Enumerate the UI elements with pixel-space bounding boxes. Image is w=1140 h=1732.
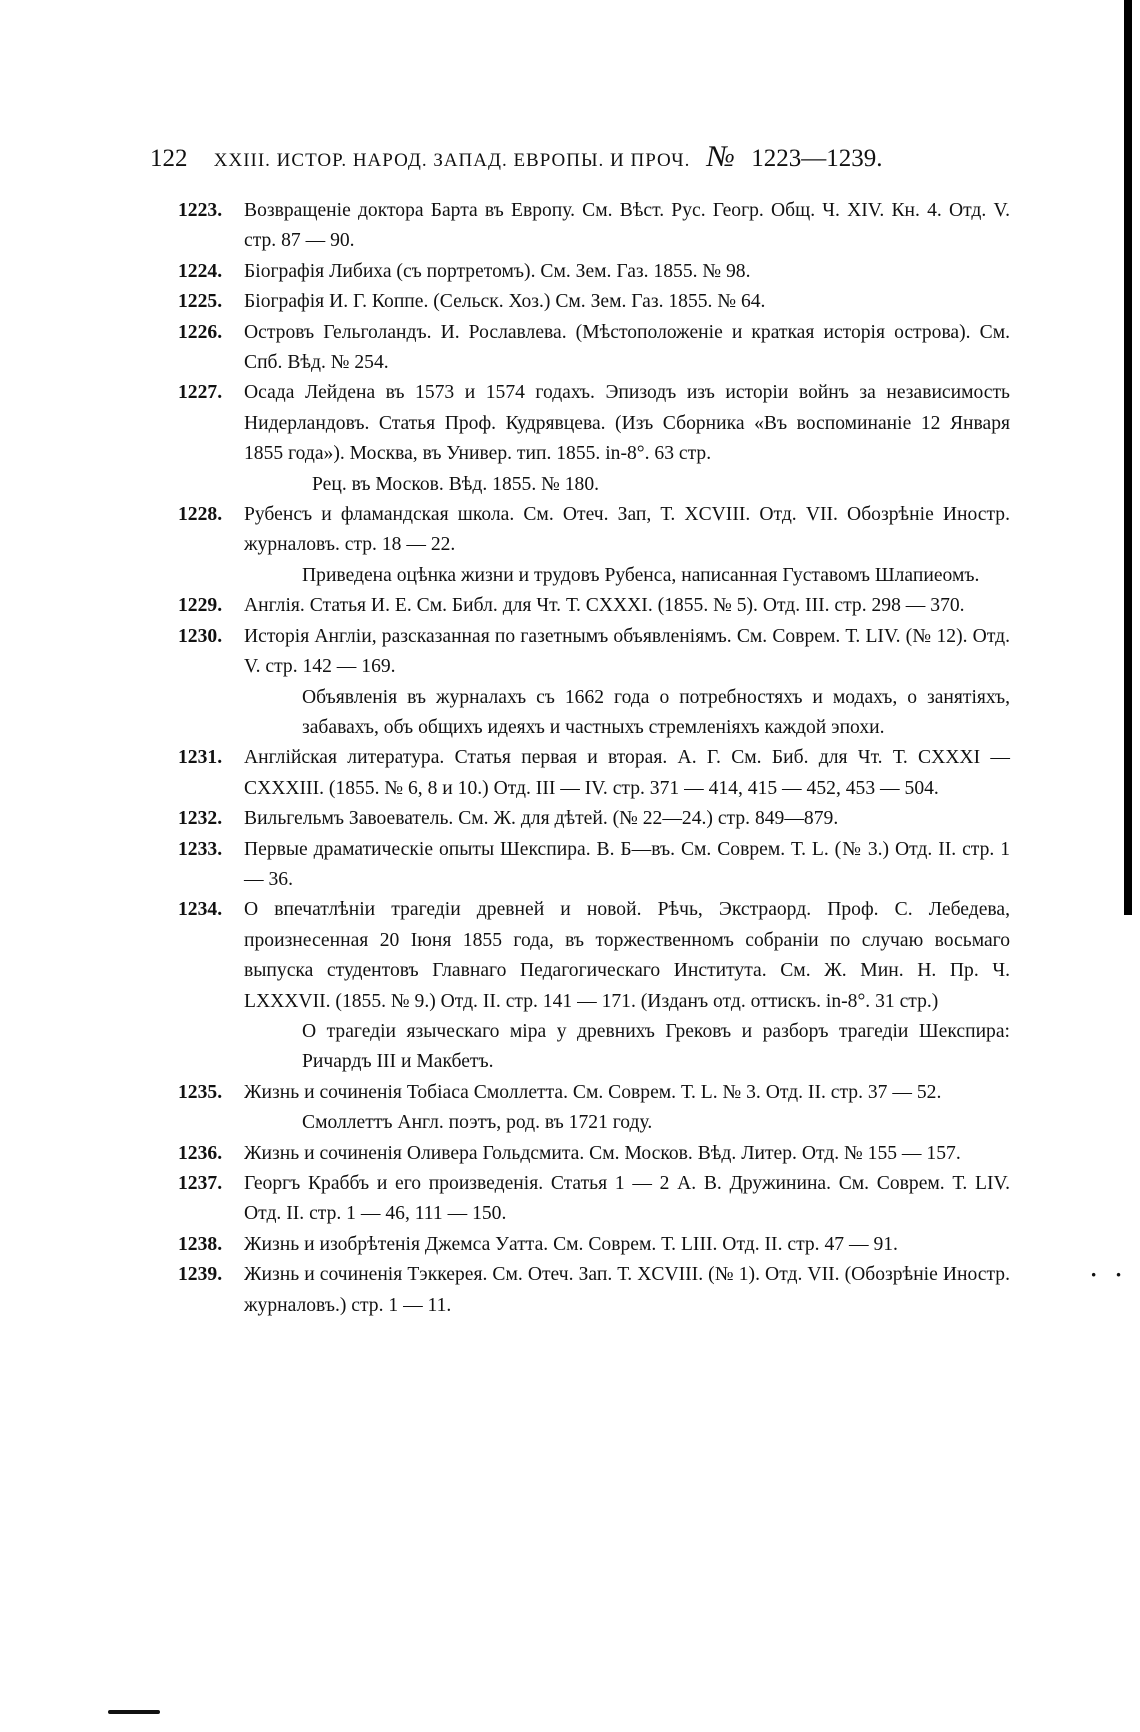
- entry-annotation: Приведена оцѣнка жизни и трудовъ Рубенса, написанная Густавомъ Шлапиеомъ.: [302, 564, 980, 586]
- entry-number: 1232.: [178, 808, 223, 830]
- scan-dots: · ·: [1090, 1262, 1129, 1287]
- entry-annotation: Объявленія въ журналахъ съ 1662 года о потребностяхъ и модахъ, о занятіяхъ, забавахъ, объ общихъ идеяхъ и частныхъ стремленіяхъ каждой эпохи.: [302, 686, 1010, 738]
- entry-text: Біографія И. Г. Коппе. (Сельск. Хоз.) См. Зем. Газ. 1855. № 64.: [244, 291, 766, 313]
- number-sign: №: [706, 140, 735, 173]
- entry-number: 1235.: [178, 1081, 223, 1103]
- entry-annotation: Смоллеттъ Англ. поэтъ, род. въ 1721 году.: [302, 1112, 653, 1134]
- bibliography-entry: [178, 804, 1010, 834]
- entry-number: 1239.: [178, 1264, 223, 1286]
- entry-number: 1224.: [178, 260, 223, 282]
- bibliography-entry: [178, 196, 1010, 257]
- entry-text: О впечатлѣніи трагедіи древней и новой. Рѣчь, Экстраорд. Проф. С. Лебедева, произнесенная 20 Іюня 1855 года, въ торжественномъ собраніи по случаю восьмаго выпуска студентовъ Главнаго Педагогическаго Института. См. Ж. Мин. Н. Пр. Ч. LXXXVII. (1855. № 9.) Отд. II. стр. 141 — 171. (Изданъ отд. оттискъ. in-8°. 31 стр.): [244, 899, 1010, 1012]
- entry-review: Рец. въ Москов. Вѣд. 1855. № 180.: [312, 473, 600, 495]
- bibliography-entry: [178, 1078, 1010, 1139]
- bibliography-entry: [178, 287, 1010, 317]
- bibliography-entry: [178, 622, 1010, 744]
- bibliography-entry: [178, 318, 1010, 379]
- bibliography-entry: [178, 500, 1010, 591]
- bibliography-entry: [178, 1260, 1010, 1321]
- entry-text: Жизнь и сочиненія Оливера Гольдсмита. См. Москов. Вѣд. Литер. Отд. № 155 — 157.: [244, 1142, 961, 1164]
- entry-number: 1231.: [178, 747, 223, 769]
- entry-text: Англійская литература. Статья первая и вторая. А. Г. См. Биб. для Чт. Т. CXXXI — CXXXIII. (1855. № 6, 8 и 10.) Отд. III — IV. стр. 371 — 414, 415 — 452, 453 — 504.: [244, 747, 1010, 799]
- entry-text: Возвращеніе доктора Барта въ Европу. См. Вѣст. Рус. Геогр. Общ. Ч. XIV. Кн. 4. Отд. V. стр. 87 — 90.: [244, 200, 1010, 252]
- entry-text: Первые драматическіе опыты Шекспира. В. Б—въ. См. Соврем. Т. L. (№ 3.) Отд. II. стр. 1 — 36.: [244, 838, 1010, 890]
- entry-text: Жизнь и изобрѣтенія Джемса Уатта. См. Соврем. Т. LIII. Отд. II. стр. 47 — 91.: [244, 1233, 898, 1255]
- entry-number: 1227.: [178, 382, 223, 404]
- bibliography-entry: [178, 257, 1010, 287]
- entry-range: 1223—1239.: [751, 145, 883, 172]
- bibliography-entry: [178, 743, 1010, 804]
- entry-text: Рубенсъ и фламандская школа. См. Отеч. Зап, Т. XCVIII. Отд. VII. Обозрѣніе Иностр. журналовъ. стр. 18 — 22.: [244, 504, 1010, 556]
- section-title: XXIII. ИСТОР. НАРОД. ЗАПАД. ЕВРОПЫ. И ПРОЧ.: [213, 150, 691, 171]
- entry-number: 1234.: [178, 899, 223, 921]
- entry-number: 1228.: [178, 504, 223, 526]
- entry-text: Англія. Статья И. Е. См. Библ. для Чт. Т. CXXXI. (1855. № 5). Отд. III. стр. 298 — 370.: [244, 595, 965, 617]
- bibliography-entry: [178, 835, 1010, 896]
- bibliography-entry: [178, 1139, 1010, 1169]
- entry-text: Жизнь и сочиненія Тэккерея. См. Отеч. Зап. Т. XCVIII. (№ 1). Отд. VII. (Обозрѣніе Иностр. журналовъ.) стр. 1 — 11.: [244, 1264, 1010, 1316]
- entry-number: 1225.: [178, 291, 223, 313]
- entry-text: Жизнь и сочиненія Тобіаса Смоллетта. См. Соврем. Т. L. № 3. Отд. II. стр. 37 — 52.: [244, 1081, 942, 1103]
- running-header: [150, 140, 1010, 174]
- entry-number: 1233.: [178, 838, 223, 860]
- bibliography-list: [178, 196, 1010, 1321]
- page-number: 122: [150, 145, 188, 172]
- entry-number: 1238.: [178, 1233, 223, 1255]
- bibliography-entry: [178, 1169, 1010, 1230]
- scan-dash-mark: [108, 1710, 160, 1714]
- entry-number: 1223.: [178, 200, 223, 221]
- scan-edge-bar: [1124, 0, 1132, 915]
- bibliography-entry: [178, 591, 1010, 621]
- entry-text: Георгъ Краббъ и его произведенія. Статья 1 — 2 А. В. Дружинина. См. Соврем. Т. LIV. Отд. II. стр. 1 — 46, 111 — 150.: [244, 1173, 1010, 1225]
- entry-text: Вильгельмъ Завоеватель. См. Ж. для дѣтей. (№ 22—24.) стр. 849—879.: [244, 808, 839, 830]
- entry-text: Біографія Либиха (съ портретомъ). См. Зем. Газ. 1855. № 98.: [244, 260, 751, 282]
- entry-number: 1236.: [178, 1142, 223, 1164]
- entry-annotation: О трагедіи языческаго міра у древнихъ Грековъ и разборъ трагедіи Шекспира: Ричардъ III и Макбетъ.: [302, 1020, 1010, 1073]
- entry-text: Островъ Гельголандъ. И. Рославлева. (Мѣстоположеніе и краткая исторія острова). См. Спб. Вѣд. № 254.: [244, 321, 1010, 374]
- entry-number: 1229.: [178, 595, 223, 617]
- bibliography-entry: [178, 378, 1010, 500]
- entry-text: Исторія Англіи, разсказанная по газетнымъ объявленіямъ. См. Соврем. Т. LIV. (№ 12). Отд. V. стр. 142 — 169.: [244, 625, 1010, 678]
- entry-text: Осада Лейдена въ 1573 и 1574 годахъ. Эпизодъ изъ исторіи войнъ за независимость Нидерландовъ. Статья Проф. Кудрявцева. (Изъ Сборника «Въ воспоминаніе 12 Января 1855 года»). Москва, въ Универ. тип. 1855. in-8°. 63 стр.: [244, 382, 1010, 465]
- entry-number: 1226.: [178, 321, 223, 343]
- bibliography-entry: [178, 1230, 1010, 1260]
- entry-number: 1230.: [178, 625, 223, 647]
- entry-number: 1237.: [178, 1173, 223, 1194]
- bibliography-entry: [178, 895, 1010, 1077]
